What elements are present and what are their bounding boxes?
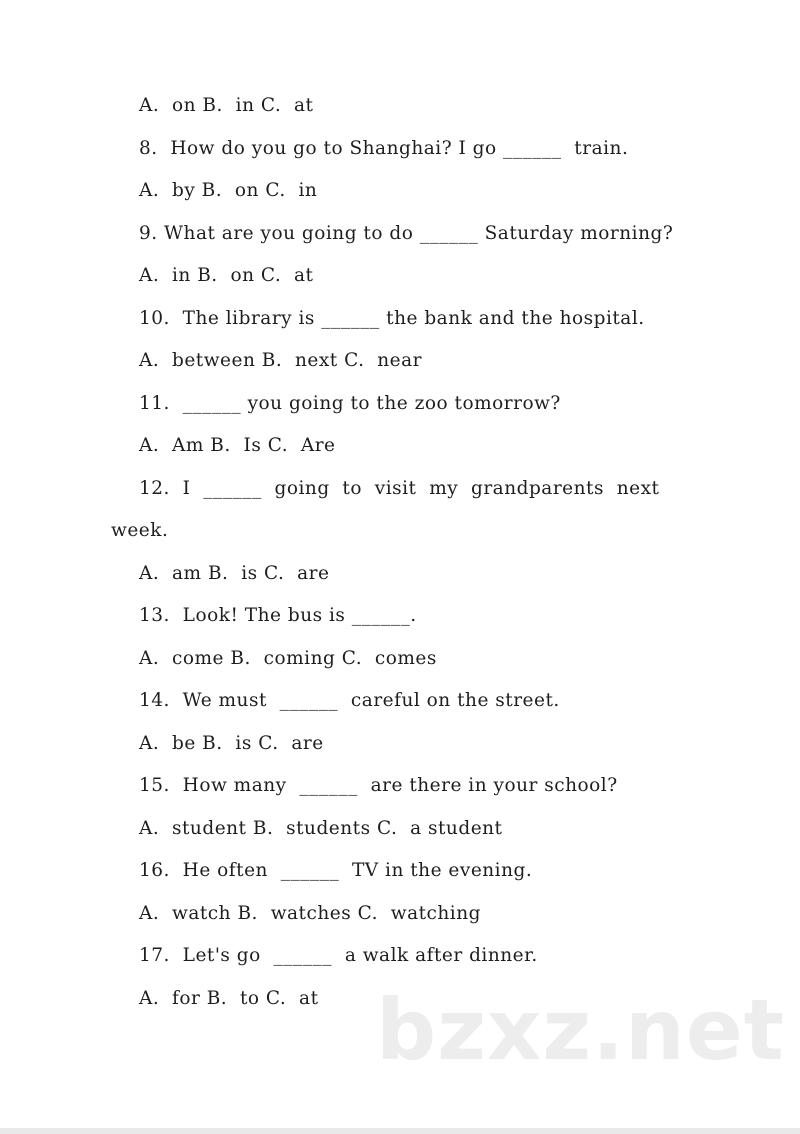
q17-stem: 17. Let's go ______ a walk after dinner. <box>139 945 538 966</box>
q8-stem: 8. How do you go to Shanghai? I go ______ train. <box>139 138 629 159</box>
q9-stem: 9. What are you going to do ______ Saturday morning? <box>139 223 674 244</box>
q12-stem-continued: week. <box>111 520 169 541</box>
q13-options: A. come B. coming C. comes <box>139 648 437 669</box>
q10-stem: 10. The library is ______ the bank and the hospital. <box>139 308 645 329</box>
q11-stem: 11. ______ you going to the zoo tomorrow? <box>139 393 561 414</box>
q15-options: A. student B. students C. a student <box>139 818 503 839</box>
q14-options: A. be B. is C. are <box>139 733 324 754</box>
q17-options: A. for B. to C. at <box>139 988 319 1009</box>
q16-options: A. watch B. watches C. watching <box>139 903 481 924</box>
watermark: bzxz.net <box>376 981 785 1079</box>
q11-options: A. Am B. Is C. Are <box>139 435 336 456</box>
q12-stem: 12. I ______ going to visit my grandparents next <box>139 478 660 499</box>
q8-options: A. by B. on C. in <box>139 180 318 201</box>
q12-options: A. am B. is C. are <box>139 563 330 584</box>
page-bottom-edge <box>0 1128 800 1134</box>
q13-stem: 13. Look! The bus is ______. <box>139 605 417 626</box>
q14-stem: 14. We must ______ careful on the street. <box>139 690 560 711</box>
q9-options: A. in B. on C. at <box>139 265 314 286</box>
q15-stem: 15. How many ______ are there in your school? <box>139 775 618 796</box>
q7-options: A. on B. in C. at <box>139 95 314 116</box>
q16-stem: 16. He often ______ TV in the evening. <box>139 860 533 881</box>
q10-options: A. between B. next C. near <box>139 350 422 371</box>
